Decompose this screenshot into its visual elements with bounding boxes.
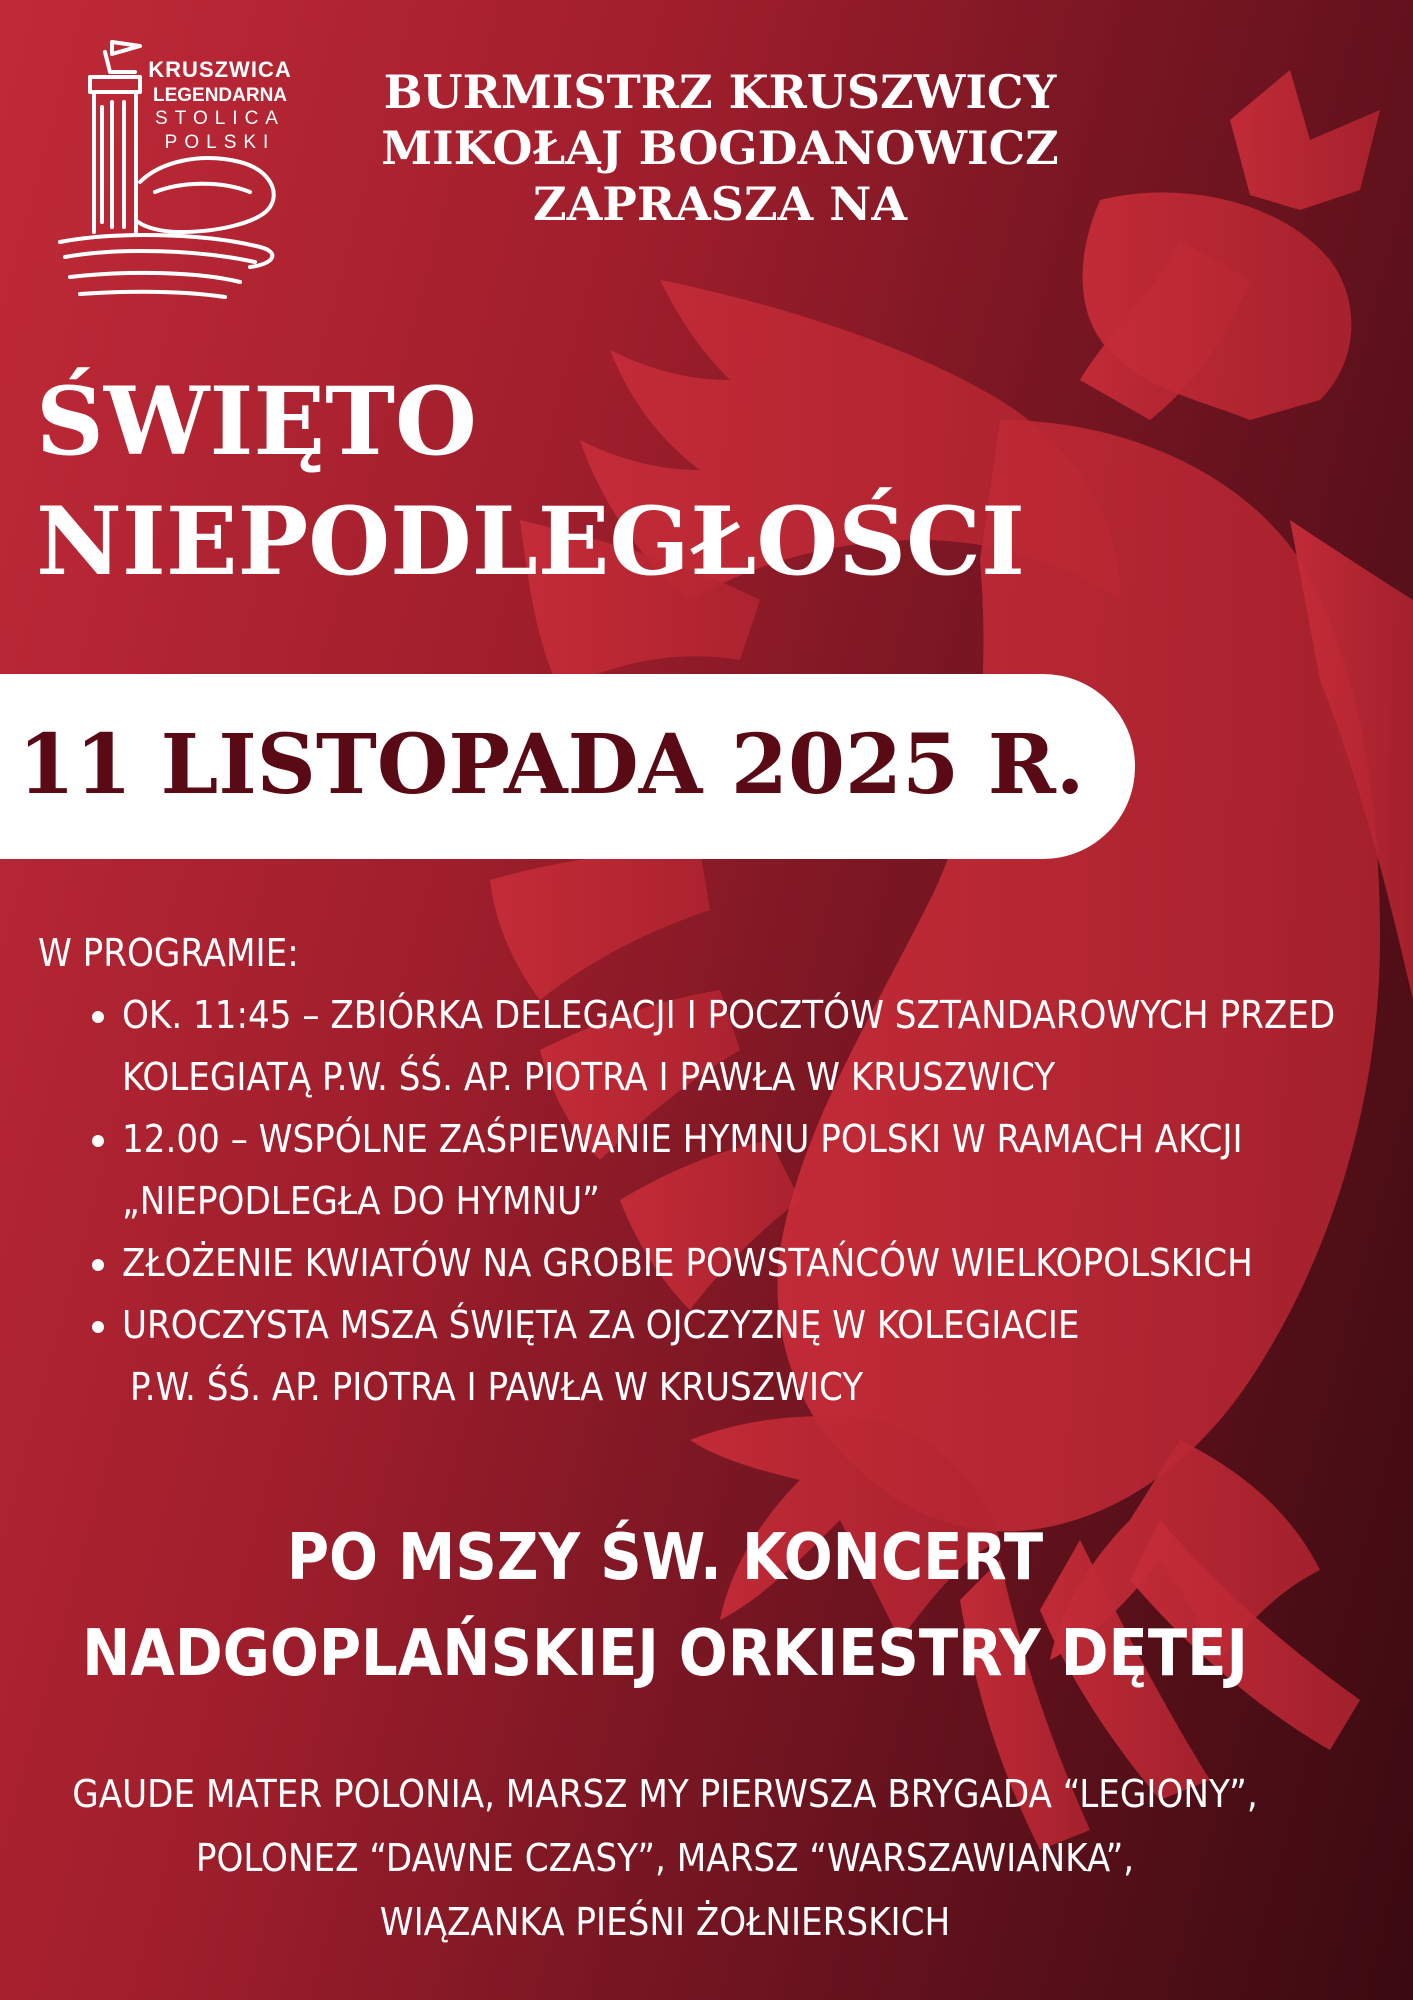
program-section [38, 922, 1358, 1418]
concert-line-2: NADGOPLAŃSKIEJ ORKIESTRY DĘTEJ [82, 1617, 1248, 1691]
program-item [122, 1232, 1358, 1294]
inviter-line-3: ZAPRASZA NA [532, 177, 908, 231]
repertoire-line-3: WIĄZANKA PIEŚNI ŻOŁNIERSKICH [379, 1900, 951, 1944]
event-title-line-1: ŚWIĘTO [36, 367, 477, 477]
inviter-line-2: MIKOŁAJ BOGDANOWICZ [381, 121, 1059, 175]
logo-line-2: LEGENDARNA [152, 84, 288, 106]
inviter-heading [340, 64, 1100, 232]
concert-heading [0, 1510, 1330, 1702]
program-item-line: P.W. ŚŚ. AP. PIOTRA I PAWŁA W KRUSZWICY [130, 1365, 864, 1409]
program-item [122, 1108, 1358, 1232]
logo-line-3: STOLICA [155, 108, 285, 130]
logo-line-1: KRUSZWICA [148, 57, 292, 82]
program-item-line: • OK. 11:45 – ZBIÓRKA DELEGACJI I POCZTÓW SZTANDAROWYCH PRZED [122, 993, 1336, 1037]
event-title [36, 362, 1136, 602]
concert-repertoire [0, 1762, 1330, 1954]
program-item-line: „NIEPODLEGŁA DO HYMNU” [122, 1179, 600, 1223]
repertoire-line-2: POLONEZ “DAWNE CZASY”, MARSZ “WARSZAWIANKA”, [195, 1836, 1135, 1880]
concert-line-1: PO MSZY ŚW. KONCERT [286, 1521, 1044, 1595]
repertoire-line-1: GAUDE MATER POLONIA, MARSZ MY PIERWSZA BRYGADA “LEGIONY”, [72, 1772, 1258, 1816]
program-item-line: • ZŁOŻENIE KWIATÓW NA GROBIE POWSTAŃCÓW WIELKOPOLSKICH [122, 1241, 1253, 1285]
program-item-line: • UROCZYSTA MSZA ŚWIĘTA ZA OJCZYZNĘ W KOLEGIACIE [122, 1303, 1080, 1347]
event-title-line-2: NIEPODLEGŁOŚCI [36, 487, 1025, 597]
inviter-line-1: BURMISTRZ KRUSZWICY [383, 65, 1057, 119]
program-item [122, 1294, 1358, 1418]
program-item-line: KOLEGIATĄ P.W. ŚŚ. AP. PIOTRA I PAWŁA W KRUSZWICY [122, 1055, 1056, 1099]
program-heading: W PROGRAMIE: [38, 931, 299, 975]
event-date: 11 LISTOPADA 2025 R. [18, 717, 1085, 813]
program-list [38, 984, 1358, 1418]
program-item-line: • 12.00 – WSPÓLNE ZAŚPIEWANIE HYMNU POLSKI W RAMACH AKCJI [122, 1117, 1243, 1161]
program-item [122, 984, 1358, 1108]
logo-text [140, 56, 300, 155]
logo-line-4: POLSKI [164, 132, 276, 153]
